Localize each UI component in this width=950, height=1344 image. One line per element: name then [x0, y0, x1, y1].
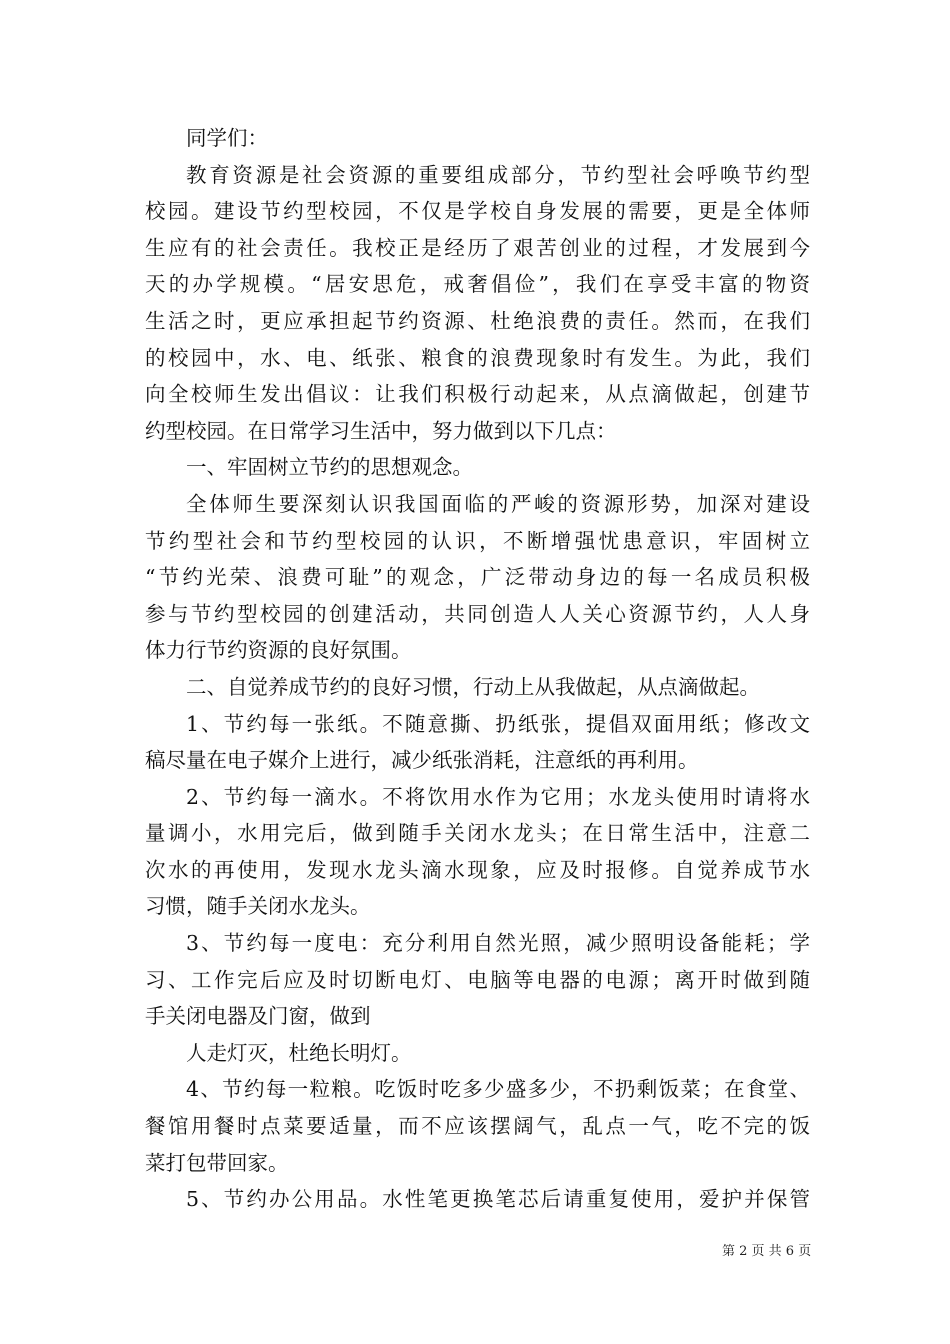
text-line: 生活之时，更应承担起节约资源、杜绝浪费的责任。然而，在我们 [145, 308, 810, 333]
text-line: 约型校园。在日常学习生活中，努力做到以下几点： [145, 418, 617, 443]
text-line: “节约光荣、浪费可耻”的观念，广泛带动身边的每一名成员积极 [145, 565, 810, 590]
text-line: 校园。建设节约型校园，不仅是学校自身发展的需要，更是全体师 [145, 199, 810, 224]
text-line: 全体师生要深刻认识我国面临的严峻的资源形势，加深对建设 [186, 491, 810, 516]
document-body [145, 120, 810, 1218]
text-line: 稿尽量在电子媒介上进行，减少纸张消耗，注意纸的再利用。 [145, 748, 699, 773]
text-line: 1、节约每一张纸。不随意撕、扔纸张，提倡双面用纸；修改文 [186, 711, 810, 736]
text-line: 参与节约型校园的创建活动，共同创造人人关心资源节约，人人身 [145, 601, 810, 626]
text-line: 一、牢固树立节约的思想观念。 [186, 455, 473, 480]
text-line: 次水的再使用，发现水龙头滴水现象，应及时报修。自觉养成节水 [145, 857, 810, 882]
text-line: 量调小，水用完后，做到随手关闭水龙头；在日常生活中，注意二 [145, 821, 810, 846]
text-line: 生应有的社会责任。我校正是经历了艰苦创业的过程，才发展到今 [145, 235, 810, 260]
text-line: 天的办学规模。“居安思危，戒奢倡俭”，我们在享受丰富的物资 [145, 272, 810, 297]
text-line: 习、工作完后应及时切断电灯、电脑等电器的电源；离开时做到随 [145, 967, 810, 992]
text-line: 的校园中，水、电、纸张、粮食的浪费现象时有发生。为此，我们 [145, 345, 810, 370]
text-line: 2、节约每一滴水。不将饮用水作为它用；水龙头使用时请将水 [186, 784, 810, 809]
text-line: 体力行节约资源的良好氛围。 [145, 638, 412, 663]
text-line: 人走灯灭，杜绝长明灯。 [186, 1040, 412, 1065]
text-line: 习惯，随手关闭水龙头。 [145, 894, 371, 919]
text-line: 同学们： [186, 126, 268, 150]
text-line: 4、节约每一粒粮。吃饭时吃多少盛多少，不扔剩饭菜；在食堂、 [186, 1077, 810, 1102]
text-line: 手关闭电器及门窗，做到 [145, 1004, 371, 1029]
text-line: 二、自觉养成节约的良好习惯，行动上从我做起，从点滴做起。 [186, 674, 760, 699]
text-line: 5、节约办公用品。水性笔更换笔芯后请重复使用，爱护并保管 [186, 1187, 810, 1212]
text-line: 节约型社会和节约型校园的认识，不断增强忧患意识，牢固树立 [145, 528, 810, 553]
text-line: 餐馆用餐时点菜要适量，而不应该摆阔气，乱点一气，吃不完的饭 [145, 1114, 810, 1139]
text-line: 菜打包带回家。 [145, 1150, 289, 1175]
text-line: 3、节约每一度电：充分利用自然光照，减少照明设备能耗；学 [186, 931, 810, 956]
text-line: 向全校师生发出倡议：让我们积极行动起来，从点滴做起，创建节 [145, 382, 810, 407]
page-number: 第 2 页 共 6 页 [722, 1244, 812, 1259]
text-line: 教育资源是社会资源的重要组成部分，节约型社会呼唤节约型 [186, 162, 810, 187]
